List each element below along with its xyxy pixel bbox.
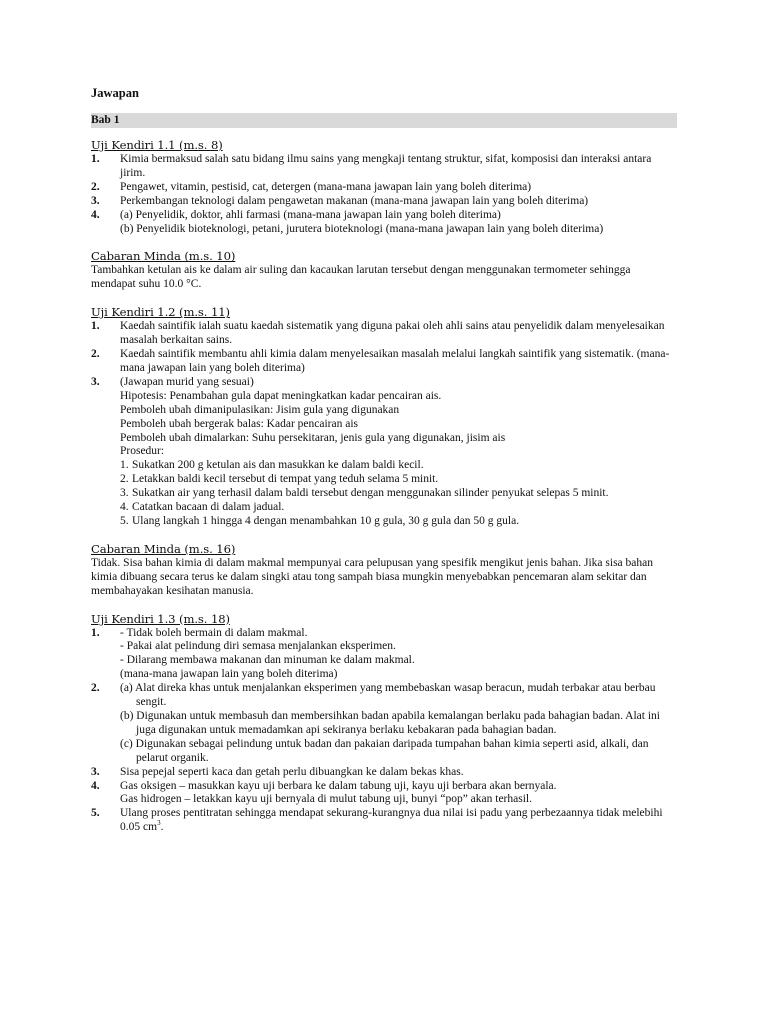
item-number: 2. [91,180,100,193]
list-item [91,320,677,348]
procedure-step [120,459,677,473]
procedure-step [120,515,677,529]
rule-line: - Tidak boleh bermain di dalam makmal. [120,626,308,639]
list-item [91,627,677,683]
item-text: Sisa pepejal seperti kaca dan getah perlu dibuangkan ke dalam bekas khas. [120,765,464,778]
sub-answer-a: (a) Alat direka khas untuk menjalankan eksperimen yang membebaskan wasap beracun, mudah terbakar atau berbau sengit. [120,682,656,709]
section-cabaran-minda-16 [91,542,677,599]
step-number: 3. [120,487,129,500]
section-heading: Uji Kendiri 1.1 (m.s. 8) [91,138,223,152]
manipulated-variable-line: Pemboleh ubah dimanipulasikan: Jisim gula yang digunakan [120,403,400,416]
item-number: 2. [91,348,100,361]
step-text: Sukatkan 200 g ketulan ais dan masukkan ke dalam baldi kecil. [132,459,424,472]
item-number: 3. [91,194,100,207]
responding-variable-line: Pemboleh ubah bergerak balas: Kadar pencairan ais [120,417,358,430]
page-title: Jawapan [91,86,139,100]
list-item [91,153,677,181]
list-item [91,766,677,780]
list-item [91,181,677,195]
item-number: 3. [91,375,100,388]
item-text [120,627,677,683]
item-text [120,209,677,237]
constant-variable-line: Pemboleh ubah dimalarkan: Suhu persekitaran, jenis gula yang digunakan, jisim ais [120,431,506,444]
list-item [91,348,677,376]
step-text: Ulang langkah 1 hingga 4 dengan menambahkan 10 g gula, 30 g gula dan 50 g gula. [132,514,520,527]
section-heading: Uji Kendiri 1.3 (m.s. 18) [91,611,230,626]
item-text: Kaedah saintifik membantu ahli kimia dalam menyelesaikan masalah melalui langkah saintifik yang sistematik. (mana-mana jawapan lain yang boleh diterima) [120,348,670,374]
item-number: 4. [91,208,100,221]
item-text: Pengawet, vitamin, pestisid, cat, detergen (mana-mana jawapan lain yang boleh diterima) [120,180,532,193]
item-number: 3. [91,765,100,778]
sub-answer-b: (b) Digunakan untuk membasuh dan membersihkan badan apabila kemalangan berlaku pada bahagian badan. Alat ini juga digunakan untuk memadamkan api sekiranya berlaku kebakaran pada bahagian badan. [120,710,661,736]
item-number: 4. [91,779,100,792]
item-text [120,807,677,835]
sub-answer-b: (b) Penyelidik bioteknologi, petani, jurutera bioteknologi (mana-mana jawapan lain yang boleh diterima) [120,222,604,235]
section-uji-kendiri-1-2 [91,305,677,529]
section-heading: Uji Kendiri 1.2 (m.s. 11) [91,305,230,320]
procedure-step [120,501,677,515]
rule-line: - Pakai alat pelindung diri semasa menjalankan eksperimen. [120,640,396,653]
answer-line: (Jawapan murid yang sesuai) [120,375,254,388]
list-item [91,807,677,835]
item-text: Perkembangan teknologi dalam pengawetan makanan (mana-mana jawapan lain yang boleh diterima) [120,194,589,207]
list-item [91,780,677,808]
answer-paragraph: Tidak. Sisa bahan kimia di dalam makmal mempunyai cara pelupusan yang spesifik mengikut jenis bahan. Jika sisa bahan kimia dibuang secara terus ke dalam singki atau tong sampah biasa mungkin menyebabkan pencemaran alam sekitar dan membahayakan kesihatan manusia. [91,556,653,597]
section-uji-kendiri-1-1 [91,138,677,236]
item-number: 5. [91,807,100,820]
sub-answer-c: (c) Digunakan sebagai pelindung untuk badan dan pakaian daripada tumpahan bahan kimia seperti asid, alkali, dan pelarut organik. [120,737,649,764]
procedure-label: Prosedur: [120,445,165,458]
step-number: 4. [120,501,129,514]
chapter-bar: Bab 1 [91,113,677,128]
answer-paragraph: Tambahkan ketulan ais ke dalam air suling dan kacaukan larutan tersebut dengan menggunakan termometer sehingga mendapat suhu 10.0 °C. [91,264,631,291]
step-text: Catatkan bacaan di dalam jadual. [132,501,285,514]
step-number: 5. [120,514,129,527]
item-text [120,376,677,529]
section-cabaran-minda-10 [91,249,677,292]
step-text: Letakkan baldi kecil tersebut di tempat yang teduh selama 5 minit. [132,473,439,486]
item-number: 1. [91,320,100,333]
note-line: (mana-mana jawapan lain yang boleh diterima) [120,668,338,681]
hypothesis-line: Hipotesis: Penambahan gula dapat meningkatkan kadar pencairan ais. [120,389,442,402]
section-heading: Cabaran Minda (m.s. 16) [91,541,236,556]
item-text [120,780,677,808]
procedure-step [120,473,677,487]
oxygen-test-line: Gas oksigen – masukkan kayu uji berbara ke dalam tabung uji, kayu uji berbara akan bernyala. [120,779,557,792]
answer-page [91,86,677,848]
step-number: 1. [120,459,129,472]
unit-superscript: 3 [157,819,161,828]
section-uji-kendiri-1-3 [91,612,677,836]
step-text: Sukatkan air yang terhasil dalam baldi tersebut dengan menggunakan silinder penyukat selepas 5 minit. [132,487,609,500]
list-item [91,195,677,209]
item-number: 2. [91,682,100,695]
sentence-end: . [160,821,164,834]
titration-text: Ulang proses pentitratan sehingga mendapat sekurang-kurangnya dua nilai isi padu yang perbezaannya tidak melebihi 0.05 cm [120,807,663,834]
section-heading: Cabaran Minda (m.s. 10) [91,249,236,264]
list-item [91,376,677,529]
item-number: 1. [91,626,100,639]
procedure-step [120,487,677,501]
rule-line: - Dilarang membawa makanan dan minuman ke dalam makmal. [120,654,415,667]
item-number: 1. [91,153,100,165]
list-item [91,682,677,765]
item-text [120,682,677,765]
item-text: Kimia bermaksud salah satu bidang ilmu sains yang mengkaji tentang struktur, sifat, komposisi dan interaksi antara jirim. [120,153,652,179]
item-text: Kaedah saintifik ialah suatu kaedah sistematik yang diguna pakai oleh ahli sains atau penyelidik dalam menyelesaikan masalah berkaitan sains. [120,320,665,347]
list-item [91,209,677,237]
sub-answer-a: (a) Penyelidik, doktor, ahli farmasi (mana-mana jawapan lain yang boleh diterima) [120,208,501,221]
hydrogen-test-line: Gas hidrogen – letakkan kayu uji bernyala di mulut tabung uji, bunyi “pop” akan terhasil. [120,793,532,806]
step-number: 2. [120,473,129,486]
